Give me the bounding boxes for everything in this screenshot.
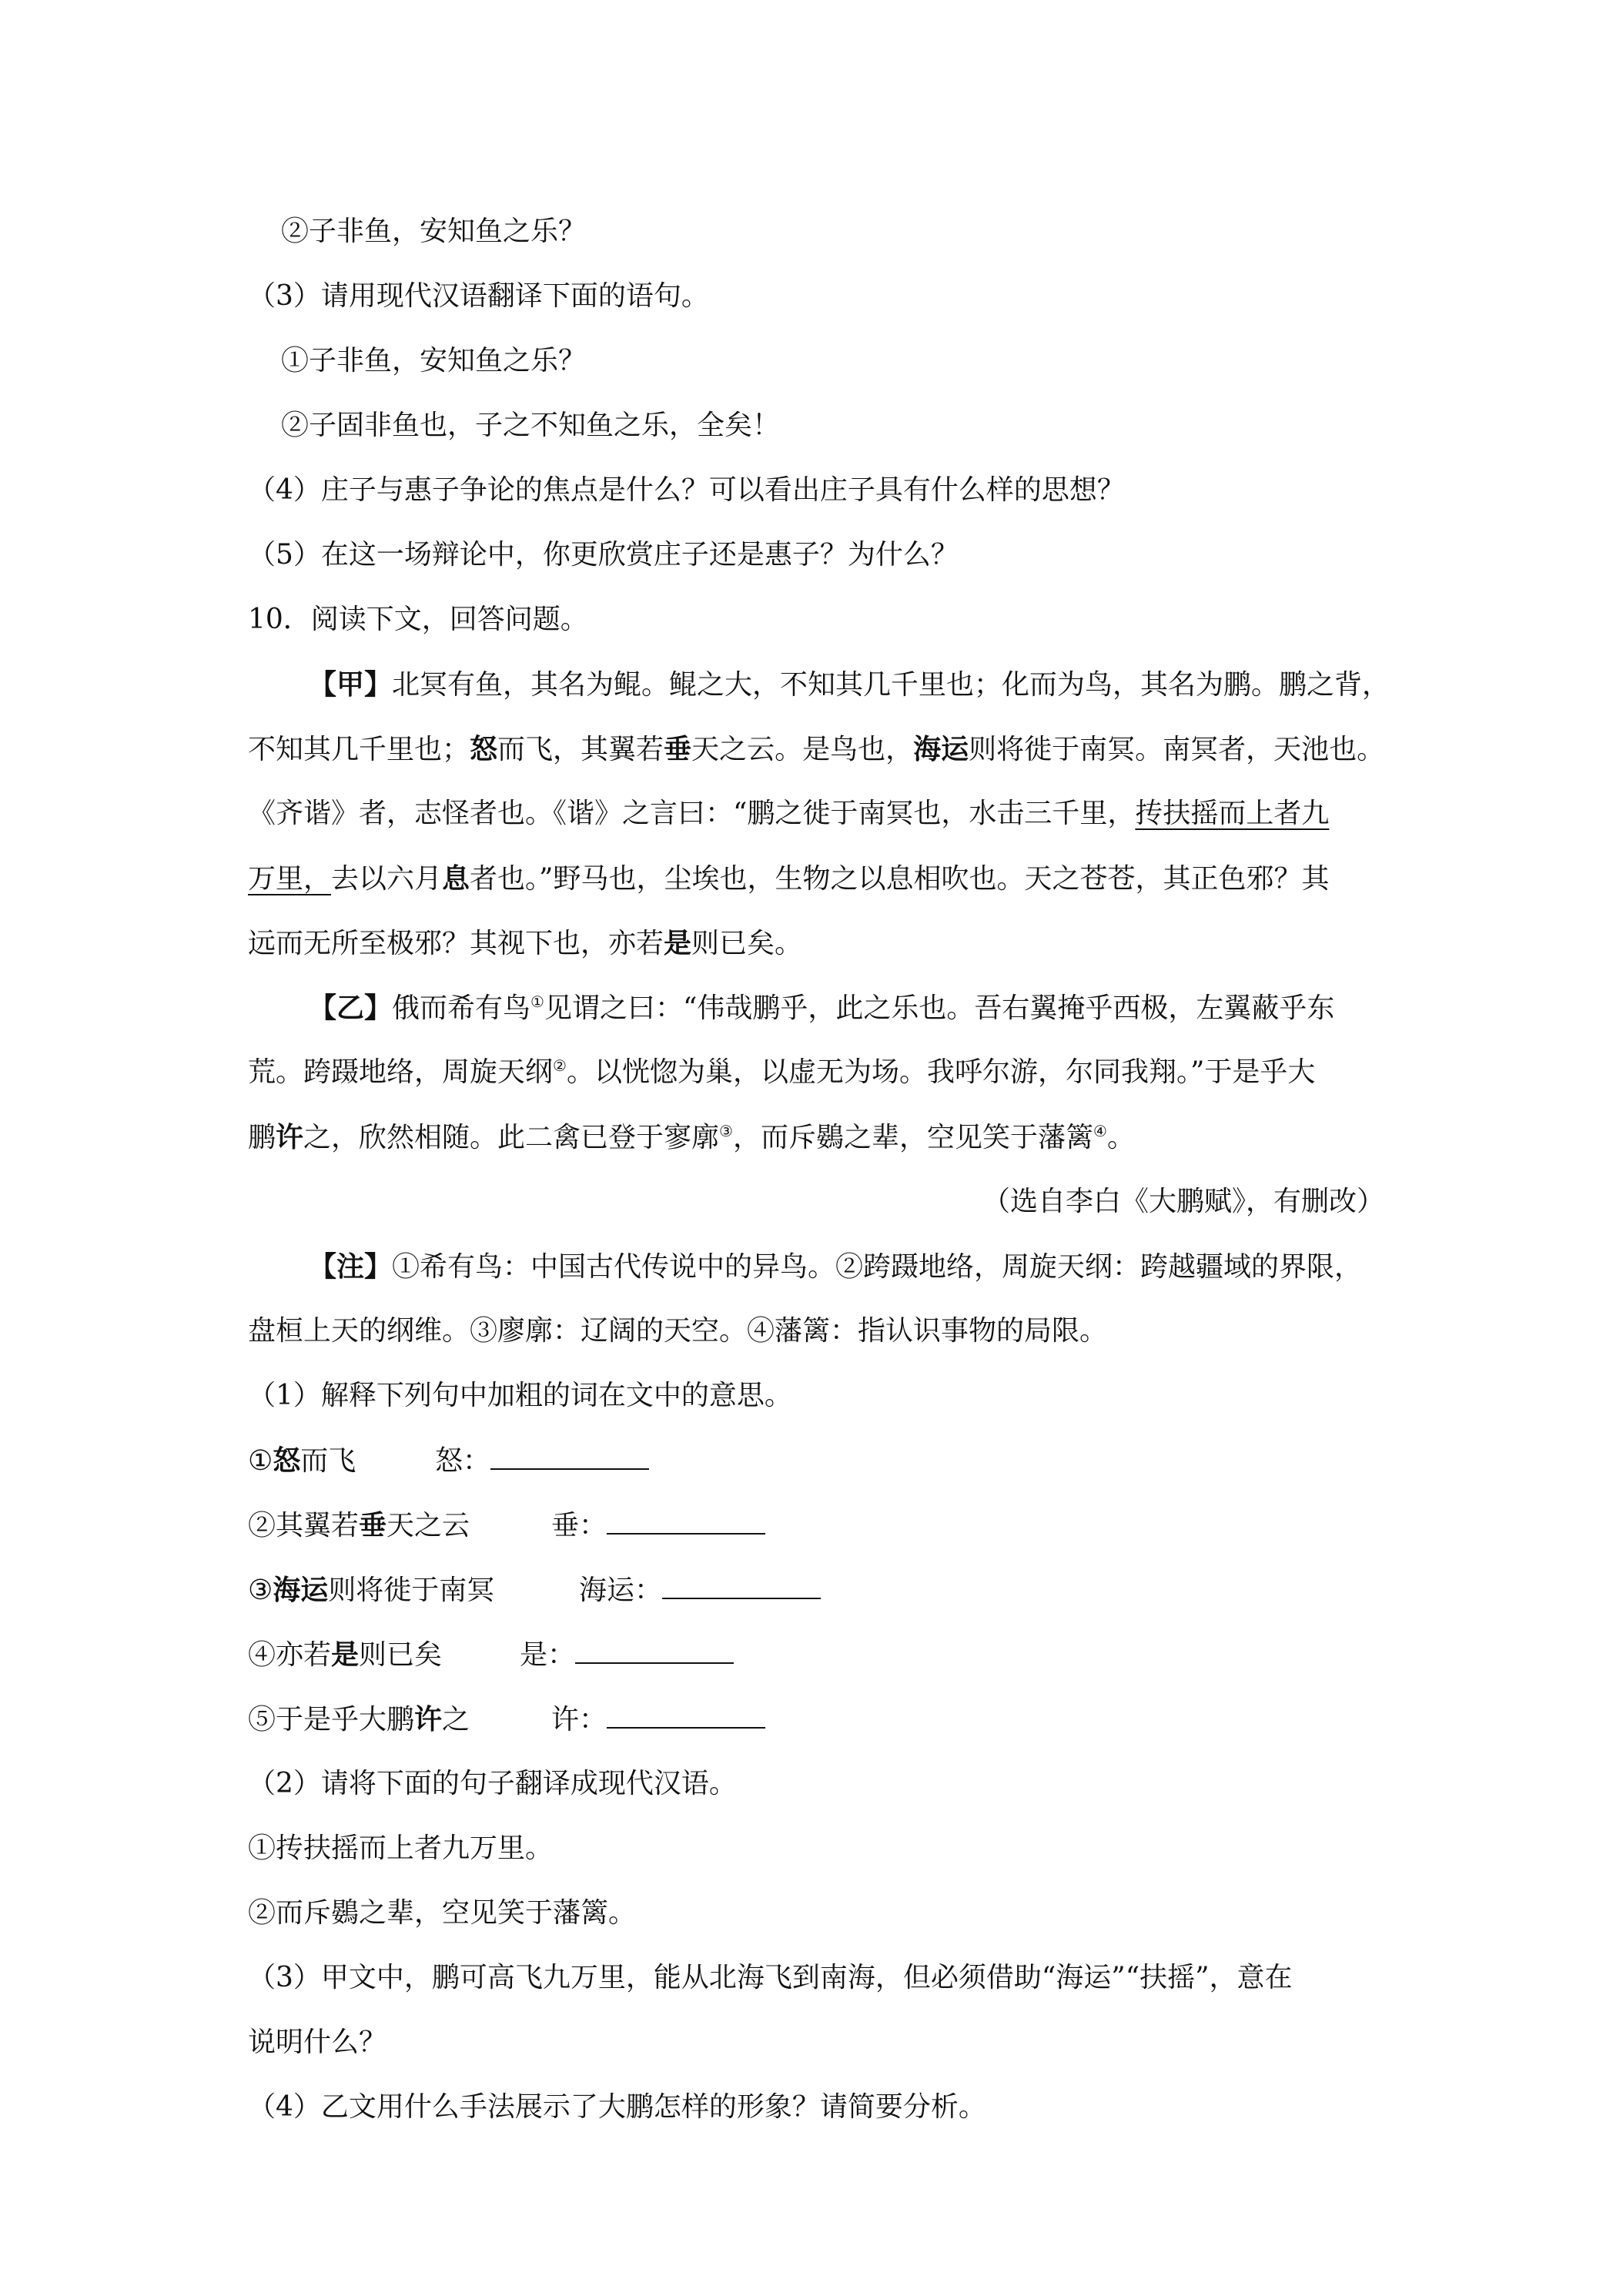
answer-blank[interactable] xyxy=(575,1636,734,1664)
q10-p1-prompt: （1）解释下列句中加粗的词在文中的意思。 xyxy=(248,1380,792,1411)
q10-p3-line-2: 说明什么？ xyxy=(248,2027,387,2058)
q10-p1-item3-answer: 海运： xyxy=(579,1571,821,1609)
yi-source: （选自李白《大鹏赋》，有删改） xyxy=(982,1186,1384,1217)
answer-blank[interactable] xyxy=(607,1507,765,1535)
q9-p5: （5）在这一场辩论中，你更欣赏庄子还是惠子？为什么？ xyxy=(248,539,959,571)
jia-line-5: 远而无所至极邪？其视下也，亦若是则已矣。 xyxy=(248,927,803,959)
q10-p1-item1: ①怒而飞 xyxy=(248,1444,356,1477)
note-line-2: 盘桓上天的纲维。③廖廓：辽阔的天空。④藩篱：指认识事物的局限。 xyxy=(248,1315,1108,1347)
yi-line-3: 鹏许之，欣然相随。此二禽已登于寥廓③，而斥鷃之辈，空见笑于藩篱④。 xyxy=(248,1121,1135,1153)
q9-p2-item2: ②子非鱼，安知鱼之乐？ xyxy=(281,216,587,247)
q10-p2-item1: ①抟扶摇而上者九万里。 xyxy=(248,1832,554,1864)
underlined-sentence: 抟扶摇而上者九 xyxy=(1135,798,1330,829)
note-line-1: 【注】①希有鸟：中国古代传说中的异鸟。②跨蹑地络，周旋天纲：跨越疆域的界限， xyxy=(309,1250,1363,1283)
q10-p1-item2-answer: 垂： xyxy=(551,1507,765,1545)
yi-line-1: 【乙】俄而希有鸟①见谓之曰：“伟哉鹏乎，此之乐也。吾右翼掩乎西极，左翼蔽乎东 xyxy=(309,992,1335,1024)
q10-heading: 10．阅读下文，回答问题。 xyxy=(248,604,588,635)
q10-p2-item2: ②而斥鷃之辈，空见笑于藩篱。 xyxy=(248,1897,637,1929)
q9-p3-item1: ①子非鱼，安知鱼之乐？ xyxy=(281,345,587,377)
q10-p1-item4: ④亦若是则已矣 xyxy=(248,1638,443,1671)
jia-line-3: 《齐谐》者，志怪者也。《谐》之言曰：“鹏之徙于南冥也，水击三千里，抟扶摇而上者九 xyxy=(248,798,1330,829)
q9-p4: （4）庄子与惠子争论的焦点是什么？可以看出庄子具有什么样的思想？ xyxy=(248,474,1125,506)
q10-p3-line-1: （3）甲文中，鹏可高飞九万里，能从北海飞到南海，但必须借助“海运”“扶摇”，意在 xyxy=(248,1962,1293,1993)
jia-line-1: 【甲】北冥有鱼，其名为鲲。鲲之大，不知其几千里也；化而为鸟，其名为鹏。鹏之背， xyxy=(309,668,1390,701)
q10-p4: （4）乙文用什么手法展示了大鹏怎样的形象？请简要分析。 xyxy=(248,2091,986,2123)
yi-line-2: 荒。跨蹑地络，周旋天纲②。以恍惚为巢，以虚无为场。我呼尔游，尔同我翔。”于是乎大 xyxy=(248,1056,1316,1088)
q9-p3-item2: ②子固非鱼也，子之不知鱼之乐，全矣！ xyxy=(281,410,781,441)
answer-blank[interactable] xyxy=(662,1571,821,1599)
q10-p1-item4-answer: 是： xyxy=(520,1636,734,1674)
q9-p3-prompt: （3）请用现代汉语翻译下面的语句。 xyxy=(248,280,709,312)
q10-p1-item5: ⑤于是乎大鹏许之 xyxy=(248,1703,470,1735)
answer-blank[interactable] xyxy=(490,1442,649,1470)
jia-tag: 【甲】 xyxy=(309,668,393,701)
q10-p1-item5-answer: 许： xyxy=(551,1701,765,1739)
note-tag: 【注】 xyxy=(309,1250,393,1283)
yi-tag: 【乙】 xyxy=(309,992,393,1024)
jia-line-2: 不知其几千里也；怒而飞，其翼若垂天之云。是鸟也，海运则将徙于南冥。南冥者，天池也。 xyxy=(248,733,1385,765)
q10-p2-prompt: （2）请将下面的句子翻译成现代汉语。 xyxy=(248,1768,737,1799)
q10-p1-item3: ③海运则将徙于南冥 xyxy=(248,1574,495,1606)
jia-line-4: 万里，去以六月息者也。”野马也，尘埃也，生物之以息相吹也。天之苍苍，其正色邪？其 xyxy=(248,862,1330,895)
q10-p1-item2: ②其翼若垂天之云 xyxy=(248,1509,470,1541)
answer-blank[interactable] xyxy=(607,1701,765,1729)
q10-p1-item1-answer: 怒： xyxy=(435,1442,649,1480)
